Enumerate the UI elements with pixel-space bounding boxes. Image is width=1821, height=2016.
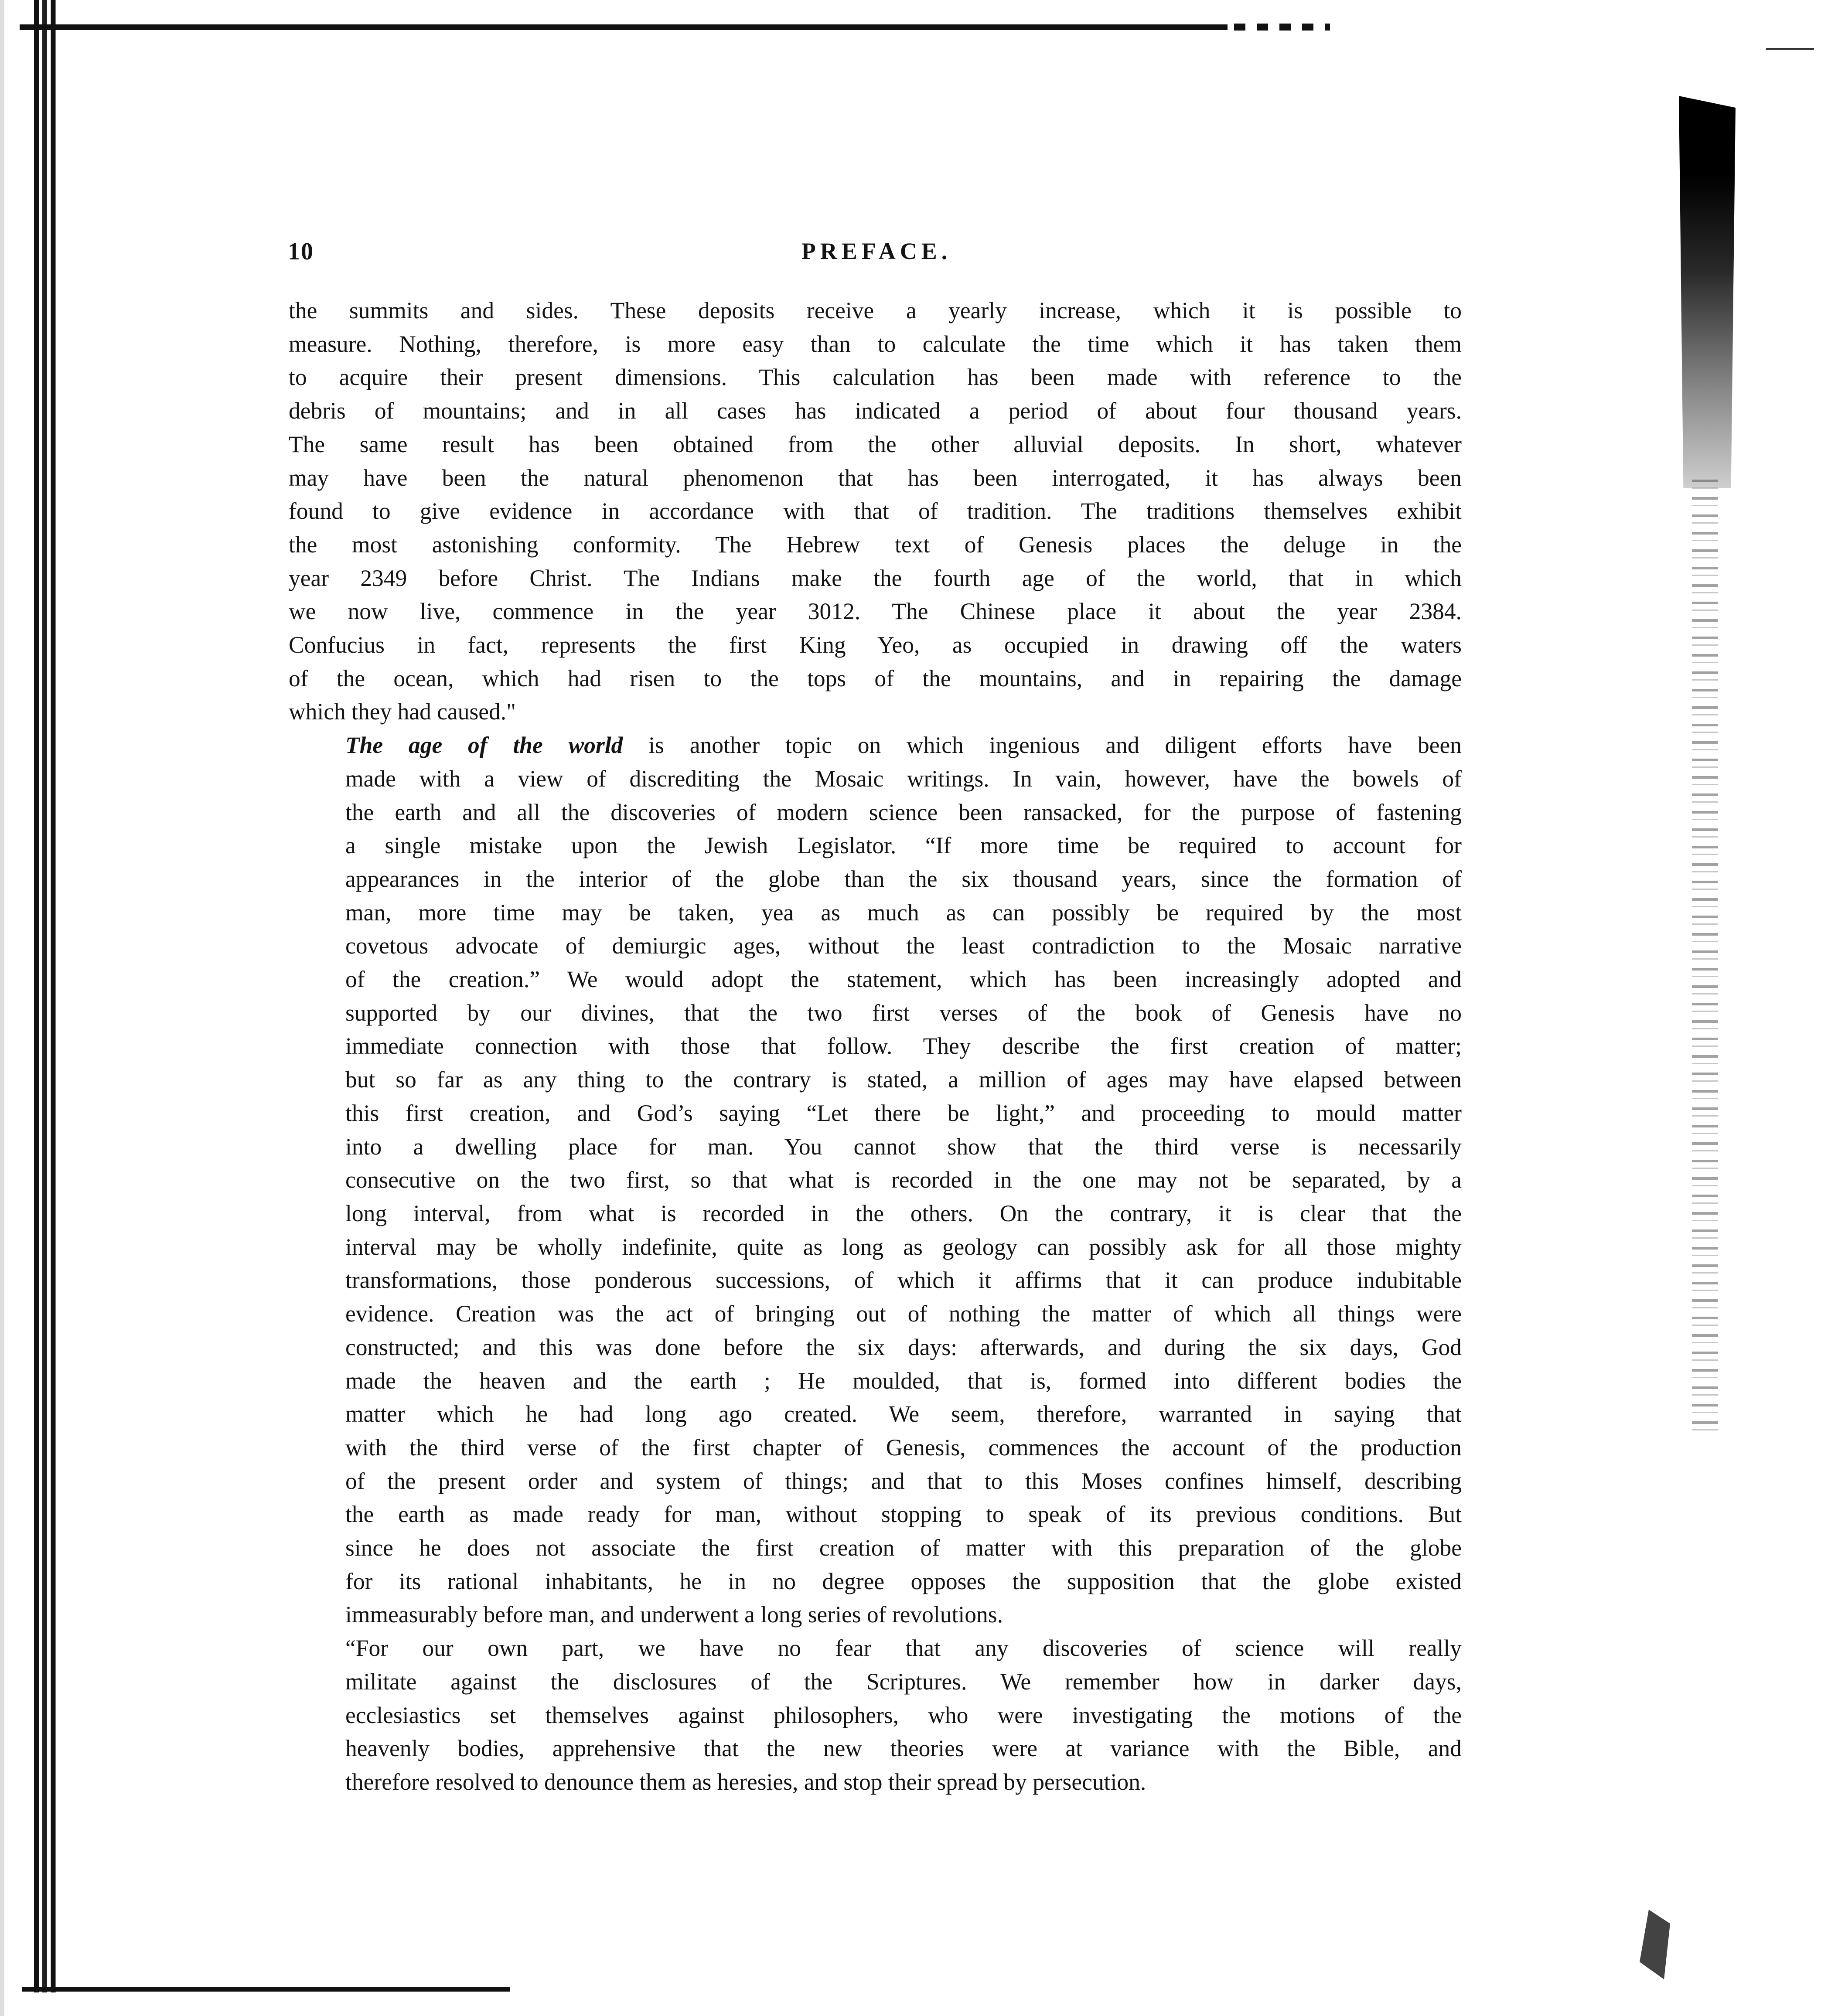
scan-bottom-blot (1640, 1910, 1670, 1979)
page-number: 10 (288, 238, 314, 265)
text-line: appearances in the interior of the globe than the six thousand years, since the formation of (345, 865, 1462, 892)
text-line: evidence. Creation was the act of bringing out of nothing the matter of which all things were (345, 1301, 1462, 1327)
text-line: supported by our divines, that the two first verses of the book of Genesis have no (345, 999, 1462, 1026)
text-line: of the creation.” We would adopt the statement, which has been increasingly adopted and (345, 966, 1462, 993)
scan-top-rule (20, 24, 1228, 30)
text-line: debris of mountains; and in all cases has indicated a period of about four thousand years. (289, 398, 1462, 424)
scan-binding-shadow (34, 0, 61, 1992)
text-line: Confucius in fact, represents the first King Yeo, as occupied in drawing off the waters (289, 632, 1462, 658)
text-line: but so far as any thing to the contrary is stated, a million of ages may have elapsed between (345, 1066, 1462, 1093)
text-line: the earth and all the discoveries of modern science been ransacked, for the purpose of fastening (345, 799, 1462, 825)
text-line: constructed; and this was done before the six days: afterwards, and during the six days, God (345, 1334, 1462, 1360)
text-line: which they had caused." (289, 698, 516, 725)
text-line: immeasurably before man, and underwent a long series of revolutions. (345, 1601, 1003, 1628)
text-line: to acquire their present dimensions. This calculation has been made with reference to the (289, 364, 1462, 391)
text-line-rest: is another topic on which ingenious and diligent efforts have been (623, 732, 1462, 759)
text-line: immediate connection with those that follow. They describe the first creation of matter; (345, 1033, 1462, 1059)
body-text (289, 294, 1462, 1799)
text-line: the most astonishing conformity. The Hebrew text of Genesis places the deluge in the (289, 531, 1462, 558)
text-line: “For our own part, we have no fear that any discoveries of science will really (345, 1635, 1462, 1662)
running-head (288, 238, 1465, 272)
scan-top-dots (1234, 24, 1330, 31)
scan-right-shadow (1679, 96, 1736, 488)
text-line: heavenly bodies, apprehensive that the new theories were at variance with the Bible, and (345, 1735, 1462, 1762)
scan-bottom-rule (22, 1987, 510, 1992)
text-line: for its rational inhabitants, he in no degree opposes the supposition that the globe existed (345, 1568, 1462, 1594)
text-line: consecutive on the two first, so that what is recorded in the one may not be separated, by a (345, 1167, 1462, 1193)
text-line: may have been the natural phenomenon that has been interrogated, it has always been (289, 464, 1462, 491)
scan-right-speckle (1692, 480, 1718, 1439)
text-line: covetous advocate of demiurgic ages, without the least contradiction to the Mosaic narrative (345, 933, 1462, 959)
text-line: found to give evidence in accordance with that of tradition. The traditions themselves exhibit (289, 498, 1462, 524)
text-line: into a dwelling place for man. You cannot show that the third verse is necessarily (345, 1133, 1462, 1160)
italic-phrase: The age of the world (345, 732, 623, 759)
text-line: of the ocean, which had risen to the tops of the mountains, and in repairing the damage (289, 665, 1462, 691)
text-line: we now live, commence in the year 3012. The Chinese place it about the year 2384. (289, 598, 1462, 625)
scan-edge-shadow (0, 0, 4, 2016)
text-line: since he does not associate the first creation of matter with this preparation of the globe (345, 1535, 1462, 1561)
text-line: The same result has been obtained from the other alluvial deposits. In short, whatever (289, 431, 1462, 457)
text-line: ecclesiastics set themselves against philosophers, who were investigating the motions of the (345, 1702, 1462, 1728)
text-line: the summits and sides. These deposits receive a yearly increase, which it is possible to (289, 297, 1462, 324)
text-line: long interval, from what is recorded in the others. On the contrary, it is clear that the (345, 1200, 1462, 1226)
text-line: made the heaven and the earth ; He moulded, that is, formed into different bodies the (345, 1367, 1462, 1394)
paragraph (289, 294, 1462, 729)
text-line: militate against the disclosures of the Scriptures. We remember how in darker days, (345, 1668, 1462, 1695)
text-line: year 2349 before Christ. The Indians make the fourth age of the world, that in which (289, 565, 1462, 591)
text-line: the earth as made ready for man, without stopping to speak of its previous conditions. But (345, 1501, 1462, 1528)
text-line: matter which he had long ago created. We seem, therefore, warranted in saying that (345, 1401, 1462, 1427)
running-title: PREFACE. (801, 238, 952, 264)
paragraph (289, 729, 1462, 1631)
text-line: a single mistake upon the Jewish Legislator. “If more time be required to account for (345, 832, 1462, 859)
text-line: with the third verse of the first chapter of Genesis, commences the account of the production (345, 1434, 1462, 1461)
text-line: transformations, those ponderous successions, of which it affirms that it can produce indubitable (345, 1267, 1462, 1294)
text-line: of the present order and system of things; and that to this Moses confines himself, describing (345, 1468, 1462, 1494)
text-line: this first creation, and God’s saying “Let there be light,” and proceeding to mould matter (345, 1100, 1462, 1126)
text-line: measure. Nothing, therefore, is more easy than to calculate the time which it has taken them (289, 330, 1462, 357)
text-line: man, more time may be taken, yea as much as can possibly be required by the most (345, 899, 1462, 926)
paragraph (289, 1631, 1462, 1799)
text-line (289, 729, 1462, 762)
text-line: interval may be wholly indefinite, quite as long as geology can possibly ask for all those mighty (345, 1233, 1462, 1260)
text-line: made with a view of discrediting the Mosaic writings. In vain, however, have the bowels of (345, 765, 1462, 792)
scan-right-rule (1766, 48, 1814, 50)
text-line: therefore resolved to denounce them as heresies, and stop their spread by persecution. (345, 1768, 1146, 1795)
